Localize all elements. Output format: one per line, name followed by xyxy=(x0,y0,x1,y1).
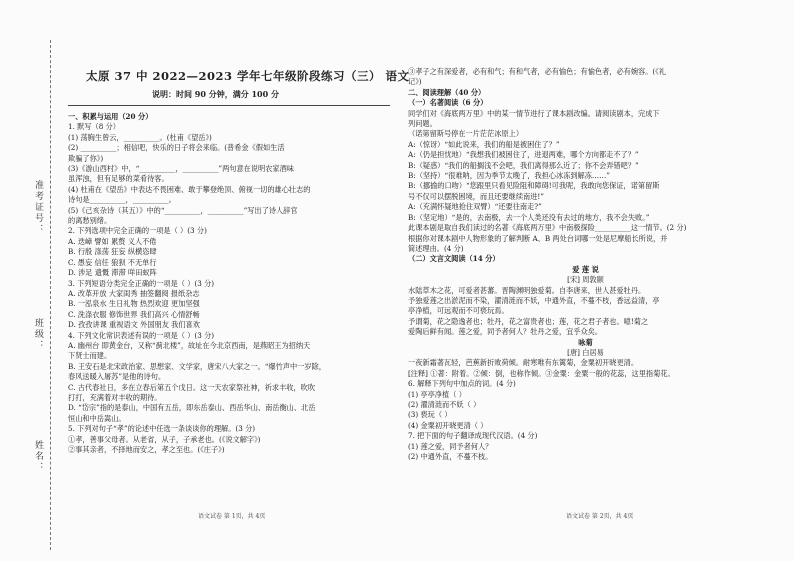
section-heading: 二、阅读理解（40 分） xyxy=(408,87,486,97)
option-line: A. 迭嶂 譬如 累赘 义人不倦 xyxy=(68,236,157,246)
essay-line: 水陆草木之花，可爱者甚蕃。晋陶渊明独爱菊。自李唐来，世人甚爱牡丹。 xyxy=(408,285,646,295)
option-line: A. 改革开放 大家闺秀 抽签翻阅 报纸杂志 xyxy=(68,288,200,298)
subsection-heading: （一）名著阅读（6 分） xyxy=(408,98,488,108)
left-column xyxy=(68,112,390,455)
script-line: B:（疑惑）“我们的船搁浅不会吧，我们离得那么近了；你不会弄错吧？” xyxy=(408,160,639,170)
text-line: 简述理由。(4 分) xyxy=(408,243,464,253)
option-line: A. 幽州台 即黄金台，又称“蓟北楼”，故址在今北京西南，是燕昭王为招纳天 xyxy=(68,340,311,350)
text-line: (4) 杜甫在《望岳》中表达不畏困难、敢于攀登绝顶、俯视一切的雄心壮志的 xyxy=(68,184,311,194)
question-item: (1) 莲之爱，同予者何人？ xyxy=(408,441,493,451)
essay-line: 亭净植，可远观而不可亵玩焉。 xyxy=(408,306,509,316)
name-label: 姓名： xyxy=(33,440,43,473)
text-line: 诗句是__________，__________。 xyxy=(68,195,176,205)
text-line: 记》) xyxy=(408,77,422,87)
binding-line xyxy=(50,40,51,550)
subsection-heading: （二）文言文阅读（14 分） xyxy=(408,254,500,264)
poem-note: [注释] ①著：附着。②倾：倒，也称作倾。③金粟：金粟一般的花蕊，这里指菊花。 xyxy=(408,368,675,378)
script-line: （诺第留斯号停在一片茫茫冰原上） xyxy=(408,129,524,139)
poem-line: 一夜新霜著瓦轻，芭蕉新折败荷倾。耐寒唯有东篱菊，金粟初开晓更清。 xyxy=(408,358,639,368)
question-item: (4) 金粟初开晓更清（ ） xyxy=(408,420,488,430)
question-stem: 6. 解释下列句中加点的词。(4 分) xyxy=(408,379,516,389)
question-item: (1) 亭亭净植（ ） xyxy=(408,389,466,399)
essay-author: [宋] 周敦颐 xyxy=(567,275,604,285)
script-line: B:（坚持）“很难呐，因为季节太晚了，我担心冰冻到解冻……” xyxy=(408,171,610,181)
text-line: 根据你对课本剧中人物形象的了解判断 A、B 两处台词哪一处是尼摩船长所说，并 xyxy=(408,233,668,243)
question-stem: 5. 下列对句子“孝”的论述中任选一条谈谈你的理解。(3 分) xyxy=(68,424,256,434)
text-line: 1. 默写（8 分） xyxy=(68,122,120,132)
script-line: B:（挪揄的口吻）“您跟里只看见险阻和障碍!可我呢，我敢向您保证，诺第留斯 xyxy=(408,181,660,191)
question-item: (2) 濯清涟而不妖（ ） xyxy=(408,400,481,409)
option-line: 下贤士而建。 xyxy=(68,351,112,361)
text-line: 同学们对《海底两万里》中的某一情节进行了课本剧改编。请阅读剧本，完成下 xyxy=(408,108,660,118)
option-line: D. 涉足 遗慨 滞滞 咩田蚁阵 xyxy=(68,268,157,278)
right-column xyxy=(408,67,763,462)
option-line: D. 孜孜讲课 重视语文 外国朋友 我们喜欢 xyxy=(68,320,200,330)
section-heading: 一、积累与运用（20 分） xyxy=(68,112,153,121)
option-line: C. 洗涤衣服 修饰世界 我们高兴 心情舒畅 xyxy=(68,309,200,319)
script-line: A:（仍是担忧地）“我想我们被困住了，进退两难，哪个方向都走不了？” xyxy=(408,150,639,160)
text-line: 的离愁别绪。 xyxy=(68,216,112,226)
option-line: C. 古代春社日，多在立春后第五个戊日。这一天农家祭社神，祈求丰收，吹吹 xyxy=(68,382,316,392)
exam-subtitle: 说明：时间 90 分钟，满分 100 分 xyxy=(152,89,279,99)
binding-margin xyxy=(0,0,62,561)
poem-title: 咏菊 xyxy=(578,337,593,347)
text-line: 此课本剧是取自我们读过的名著《海底两万里》中南极探险__________这一情节。(2 分) xyxy=(408,223,687,233)
option-line: D. “岱宗”指的是泰山，中国有五岳，即东岳泰山、西岳华山、南岳衡山、北岳 xyxy=(68,403,316,413)
class-label: 班级： xyxy=(33,318,43,351)
page-footer-right: 语文试卷 第 2页，共 4页 xyxy=(566,513,634,520)
poem-author: [唐] 白居易 xyxy=(567,347,604,357)
text-line: ①孝，善事父母者。从老省，从子，子承老也。(《说文解字》) xyxy=(68,434,261,444)
text-line: (1) 荡胸生曾云，__________。(杜甫《望岳》) xyxy=(68,132,212,142)
essay-line: 爱陶后鲜有闻。莲之爱，同予者何人？牡丹之爱，宜乎众矣。 xyxy=(408,327,603,337)
script-line: 号不仅可以摆脱困境，而且还要继续南进!” xyxy=(408,191,544,201)
title-divider xyxy=(68,105,390,106)
text-line: (2) __________；相信吧，快乐的日子将会来临。(普希金《假如生活 xyxy=(68,143,285,153)
option-line: 打打，充满着对丰收的期待。 xyxy=(68,392,162,402)
question-item: (2) 中通外直，不蔓不枝。 xyxy=(408,452,493,462)
script-line: B:（坚定地）“是的，去南极，去一个人类还没有去过的地方，我不会失败。” xyxy=(408,212,650,222)
text-line: 列问题。 xyxy=(408,119,437,129)
question-stem: 7. 把下面的句子翻译成现代汉语。(4 分) xyxy=(408,431,538,441)
page-footer-left: 语文试卷 第 1页，共 4页 xyxy=(198,513,266,520)
script-line: A:（充满怀疑地抢住双臂）“还要往南走?” xyxy=(408,202,542,212)
option-line: B. 行殷 涤荡 狂妄 纵横恣肆 xyxy=(68,247,157,257)
essay-line: 予独爱莲之出淤泥而不染，濯清涟而不妖，中通外直，不蔓不枝，香远益清，亭 xyxy=(408,295,660,305)
text-line: ③孝子之有深爱者，必有和气；有和气者，必有愉色；有愉色者，必有婉容。(《礼 xyxy=(408,67,666,76)
text-line: 虽浑浊，但有足够的菜肴待客。 xyxy=(68,174,169,184)
text-line: ②事其亲者，不择地而安之，孝之至也。(《庄子》) xyxy=(68,445,225,454)
essay-line: 予谓菊，花之隐逸者也；牡丹，花之富贵者也；莲，花之君子者也。噫!菊之 xyxy=(408,316,649,326)
option-line: B. 一泓泉水 生日礼物 热烈欢迎 更加坚强 xyxy=(68,299,200,309)
essay-title: 爱 莲 说 xyxy=(572,264,599,274)
exam-title: 太原 37 中 2022—2023 学年七年级阶段练习（三） 语文 xyxy=(86,69,410,83)
option-line: C. 愚妄 信任 狼狈 不无单行 xyxy=(68,257,157,267)
text-line: 欺骗了你》) xyxy=(68,153,104,163)
option-line: 春风送暖入屠苏”是他的诗句。 xyxy=(68,372,166,382)
option-line: B. 王安石是北宋政治家、思想家、文学家，唐宋八大家之一。“爆竹声中一岁除， xyxy=(68,361,326,371)
text-line: (3)《游山西村》中，“__________，__________”两句意在说明农家酒味 xyxy=(68,164,294,174)
text-line: (5)《己亥杂诗（其五）》中的“__________，__________”写出了诗人辞官 xyxy=(68,205,298,215)
question-item: (3) 亵玩（ ） xyxy=(408,410,452,420)
question-stem: 4. 下列文化常识表述有误的一项是（ ）(3 分) xyxy=(68,330,215,340)
option-line: 恒山和中岳嵩山。 xyxy=(68,413,126,423)
script-line: A:（惊讶）“如此说来，我们的船是被困住了？” xyxy=(408,139,560,149)
question-stem: 3. 下列短语分类完全正确的一项是（ ）(3 分) xyxy=(68,278,215,288)
exam-number-label: 准考证号： xyxy=(33,180,43,235)
question-stem: 2. 下列选项中完全正确的一项是（ ）(3 分) xyxy=(68,226,207,236)
